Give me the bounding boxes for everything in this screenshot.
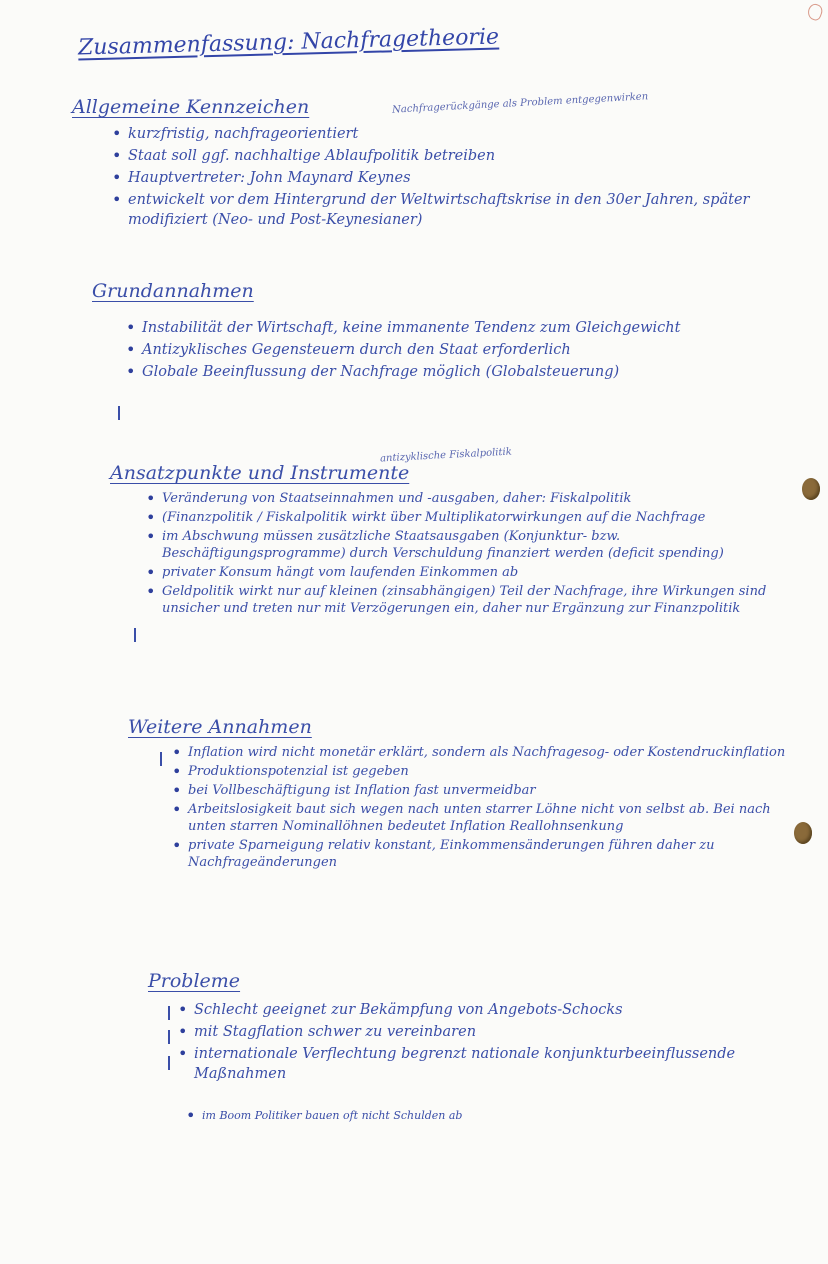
binder-hole-bottom bbox=[794, 822, 812, 844]
margin-tick bbox=[168, 1006, 170, 1020]
list-item: • im Abschwung müssen zusätzliche Staatsausgaben (Konjunktur- bzw. Beschäftigungsprogramme) durch Verschuldung finanziert werden (deficit spending) bbox=[144, 528, 794, 562]
list-item: • Globale Beeinflussung der Nachfrage möglich (Globalsteuerung) bbox=[124, 362, 744, 382]
list-ansatzpunkte bbox=[144, 490, 794, 619]
heading-probleme: Probleme bbox=[148, 970, 241, 992]
list-item: • Produktionspotenzial ist gegeben bbox=[170, 763, 790, 780]
corner-scribble bbox=[806, 2, 825, 22]
note-ansatz: antizyklische Fiskalpolitik bbox=[379, 446, 513, 465]
list-item: • privater Konsum hängt vom laufenden Einkommen ab bbox=[144, 564, 794, 581]
heading-grundannahmen: Grundannahmen bbox=[92, 280, 254, 302]
list-probleme-extra bbox=[184, 1108, 744, 1125]
list-item: • Hauptvertreter: John Maynard Keynes bbox=[110, 168, 770, 188]
list-item: • kurzfristig, nachfrageorientiert bbox=[110, 124, 770, 144]
margin-tick bbox=[118, 406, 120, 420]
margin-tick bbox=[160, 752, 162, 766]
list-item: • Geldpolitik wirkt nur auf kleinen (zinsabhängigen) Teil der Nachfrage, ihre Wirkungen sind unsicher und treten nur mit Verzögerungen ein, daher nur Ergänzung zur Finanzpolitik bbox=[144, 583, 794, 617]
list-weitere-annahmen bbox=[170, 744, 790, 873]
margin-tick bbox=[168, 1056, 170, 1070]
list-probleme bbox=[176, 1000, 776, 1086]
list-item: • entwickelt vor dem Hintergrund der Weltwirtschaftskrise in den 30er Jahren, später modifiziert (Neo- und Post-Keynesianer) bbox=[110, 190, 770, 230]
list-item: • Schlecht geeignet zur Bekämpfung von Angebots-Schocks bbox=[176, 1000, 776, 1020]
list-item: • Veränderung von Staatseinnahmen und -ausgaben, daher: Fiskalpolitik bbox=[144, 490, 794, 507]
heading-allgemeine-kennzeichen: Allgemeine Kennzeichen bbox=[72, 96, 310, 118]
list-item: • im Boom Politiker bauen oft nicht Schulden ab bbox=[184, 1108, 744, 1123]
note-allgemein: Nachfragerückgänge als Problem entgegenwirken bbox=[391, 91, 649, 116]
list-item: • Antizyklisches Gegensteuern durch den Staat erforderlich bbox=[124, 340, 744, 360]
heading-ansatzpunkte: Ansatzpunkte und Instrumente bbox=[110, 462, 410, 484]
list-item: • Inflation wird nicht monetär erklärt, sondern als Nachfragesog- oder Kostendruckinflation bbox=[170, 744, 790, 761]
list-item: • (Finanzpolitik / Fiskalpolitik wirkt über Multiplikatorwirkungen auf die Nachfrage bbox=[144, 509, 794, 526]
margin-tick bbox=[134, 628, 136, 642]
page-title: Zusammenfassung: Nachfragetheorie bbox=[77, 24, 500, 61]
list-item: • internationale Verflechtung begrenzt nationale konjunkturbeeinflussende Maßnahmen bbox=[176, 1044, 776, 1084]
binder-hole-top bbox=[802, 478, 820, 500]
list-item: • bei Vollbeschäftigung ist Inflation fast unvermeidbar bbox=[170, 782, 790, 799]
list-item: • Instabilität der Wirtschaft, keine immanente Tendenz zum Gleichgewicht bbox=[124, 318, 744, 338]
margin-tick bbox=[168, 1030, 170, 1044]
heading-weitere-annahmen: Weitere Annahmen bbox=[128, 716, 312, 738]
list-grundannahmen bbox=[124, 318, 744, 384]
list-item: • Arbeitslosigkeit baut sich wegen nach unten starrer Löhne nicht von selbst ab. Bei nach unten starren Nominallöhnen bedeutet Inflation Reallohnsenkung bbox=[170, 801, 790, 835]
list-allgemein bbox=[110, 124, 770, 232]
list-item: • Staat soll ggf. nachhaltige Ablaufpolitik betreiben bbox=[110, 146, 770, 166]
list-item: • private Sparneigung relativ konstant, Einkommensänderungen führen daher zu Nachfrageänderungen bbox=[170, 837, 790, 871]
list-item: • mit Stagflation schwer zu vereinbaren bbox=[176, 1022, 776, 1042]
